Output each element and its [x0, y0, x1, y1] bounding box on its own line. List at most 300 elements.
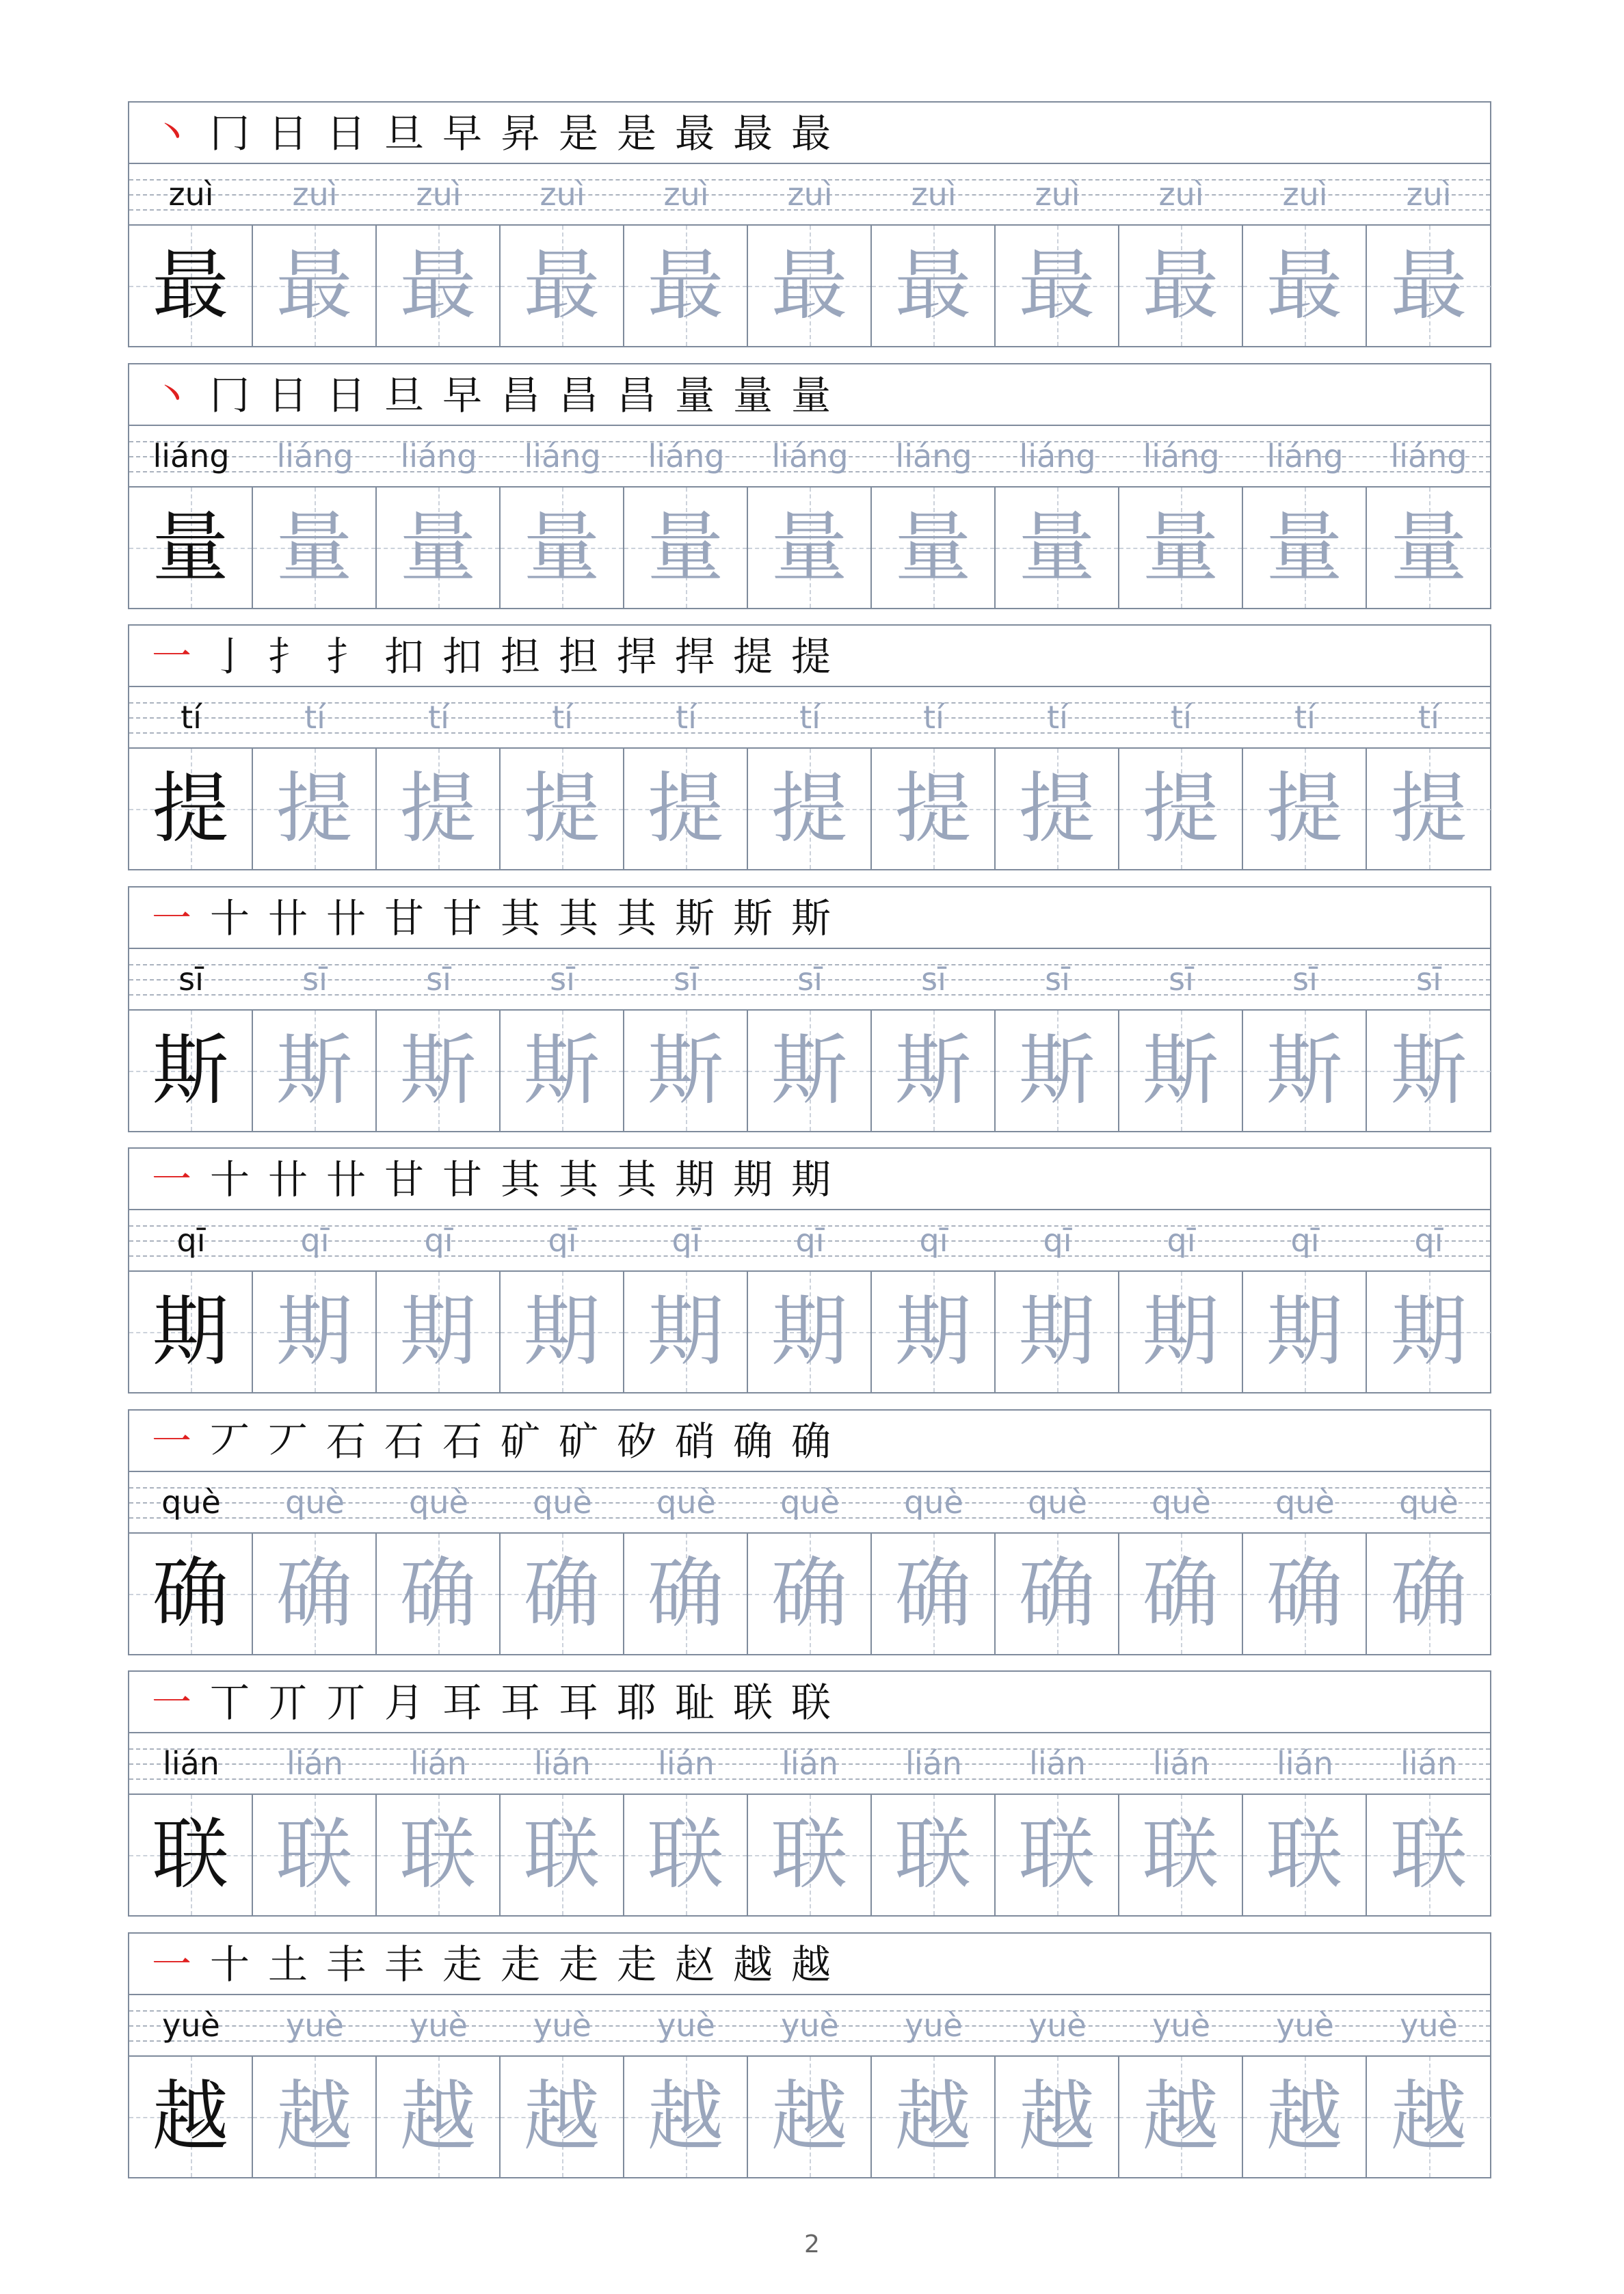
trace-character: 最	[1142, 241, 1219, 330]
trace-character-cell	[253, 1534, 377, 1654]
trace-character: 联	[647, 1811, 724, 1899]
pinyin-trace: zuì	[1406, 176, 1452, 213]
trace-character-cell	[872, 749, 996, 869]
trace-character-cell	[1243, 2057, 1367, 2177]
stroke-step: 丶	[151, 110, 191, 157]
pinyin-trace: lián	[782, 1745, 838, 1782]
trace-character: 联	[1390, 1811, 1467, 1899]
stroke-order-row	[129, 364, 1490, 426]
stroke-step: 卄	[267, 895, 308, 942]
character-block	[128, 101, 1491, 347]
pinyin-trace: tí	[1418, 699, 1439, 736]
trace-character-cell	[624, 1795, 748, 1915]
stroke-order-row	[129, 888, 1490, 949]
stroke-step: 石	[325, 1418, 366, 1465]
writing-grid-row	[129, 1534, 1490, 1654]
trace-character-cell	[996, 1011, 1119, 1131]
pinyin-trace: què	[285, 1484, 345, 1521]
stroke-step: 日	[325, 110, 366, 157]
pinyin-trace: yuè	[533, 2007, 591, 2044]
trace-character-cell	[1367, 1795, 1491, 1915]
pinyin-trace: sī	[302, 961, 328, 998]
stroke-order-row	[129, 1149, 1490, 1210]
stroke-step: 耳	[500, 1679, 540, 1726]
pinyin-trace: qī	[1290, 1222, 1320, 1259]
pinyin-trace: lián	[410, 1745, 467, 1782]
trace-character-cell	[501, 2057, 624, 2177]
stroke-step: 一	[151, 1156, 191, 1203]
trace-character: 量	[771, 503, 848, 592]
trace-character: 提	[771, 764, 848, 853]
trace-character: 联	[771, 1811, 848, 1899]
stroke-step: 扌	[325, 633, 366, 680]
trace-character: 最	[1390, 241, 1467, 330]
trace-character-cell	[501, 1795, 624, 1915]
pinyin-trace: liáng	[1266, 438, 1344, 475]
trace-character-cell	[253, 1795, 377, 1915]
writing-grid-row	[129, 226, 1490, 346]
stroke-step: 一	[151, 1941, 191, 1988]
trace-character-cell	[253, 226, 377, 346]
trace-character: 量	[399, 503, 477, 592]
stroke-step: 确	[790, 1418, 831, 1465]
pinyin-trace: zuì	[787, 176, 833, 213]
pinyin-trace: qī	[1167, 1222, 1196, 1259]
stroke-step: 旦	[384, 110, 424, 157]
pinyin-trace: qī	[795, 1222, 825, 1259]
trace-character: 最	[894, 241, 972, 330]
stroke-step: 期	[732, 1156, 773, 1203]
trace-character-cell	[1367, 488, 1491, 608]
trace-character: 斯	[1142, 1026, 1219, 1115]
pinyin-model: yuè	[162, 2007, 220, 2044]
trace-character-cell	[624, 1272, 748, 1392]
stroke-step: 丰	[384, 1941, 424, 1988]
pinyin-model: tí	[181, 699, 202, 736]
character-block	[128, 363, 1491, 609]
trace-character-cell	[996, 1534, 1119, 1654]
stroke-order-row	[129, 1672, 1490, 1733]
stroke-step: 矽	[616, 1418, 656, 1465]
trace-character-cell	[872, 488, 996, 608]
stroke-step: 斯	[674, 895, 715, 942]
pinyin-trace: zuì	[911, 176, 957, 213]
trace-character: 量	[1266, 503, 1343, 592]
trace-character: 斯	[1018, 1026, 1095, 1115]
pinyin-model: zuì	[168, 176, 214, 213]
pinyin-trace: liáng	[771, 438, 849, 475]
stroke-step: 丆	[267, 1418, 308, 1465]
trace-character-cell	[1243, 488, 1367, 608]
trace-character: 确	[894, 1549, 972, 1638]
writing-grid-row	[129, 1795, 1490, 1915]
stroke-step: 石	[442, 1418, 482, 1465]
stroke-step: 其	[558, 895, 598, 942]
trace-character: 期	[1142, 1288, 1219, 1376]
trace-character: 量	[647, 503, 724, 592]
pinyin-trace: què	[1399, 1484, 1459, 1521]
stroke-step: 一	[151, 895, 191, 942]
pinyin-trace: sī	[921, 961, 946, 998]
pinyin-trace: zuì	[1035, 176, 1080, 213]
stroke-step: 甘	[384, 1156, 424, 1203]
stroke-step: 卄	[325, 895, 366, 942]
stroke-step: 一	[151, 1679, 191, 1726]
stroke-step: 昇	[500, 110, 540, 157]
trace-character: 联	[1018, 1811, 1095, 1899]
stroke-step: 矿	[558, 1418, 598, 1465]
trace-character: 联	[399, 1811, 477, 1899]
pinyin-trace: lián	[1153, 1745, 1210, 1782]
stroke-step: 斯	[732, 895, 773, 942]
trace-character: 提	[647, 764, 724, 853]
trace-character-cell	[1243, 1795, 1367, 1915]
pinyin-trace: tí	[1047, 699, 1068, 736]
trace-character-cell	[748, 2057, 872, 2177]
pinyin-trace: liáng	[524, 438, 601, 475]
model-character-cell	[129, 488, 253, 608]
stroke-step: 丶	[151, 372, 191, 418]
stroke-step: 提	[790, 633, 831, 680]
pinyin-trace: qī	[300, 1222, 330, 1259]
trace-character-cell	[253, 2057, 377, 2177]
writing-grid-row	[129, 1272, 1490, 1392]
model-character: 越	[152, 2072, 229, 2161]
trace-character: 最	[647, 241, 724, 330]
stroke-step: 扣	[442, 633, 482, 680]
pinyin-trace: tí	[923, 699, 944, 736]
trace-character: 提	[523, 764, 600, 853]
trace-character-cell	[996, 2057, 1119, 2177]
pinyin-trace: qī	[548, 1222, 577, 1259]
trace-character: 最	[1018, 241, 1095, 330]
pinyin-trace: qī	[424, 1222, 453, 1259]
model-character: 联	[152, 1811, 229, 1899]
trace-character-cell	[1243, 1272, 1367, 1392]
pinyin-trace: sī	[1169, 961, 1194, 998]
trace-character-cell	[748, 226, 872, 346]
trace-character: 越	[1142, 2072, 1219, 2161]
trace-character: 斯	[1266, 1026, 1343, 1115]
trace-character-cell	[501, 1011, 624, 1131]
stroke-step: 最	[732, 110, 773, 157]
trace-character-cell	[996, 488, 1119, 608]
trace-character: 提	[1142, 764, 1219, 853]
stroke-step: 旦	[384, 372, 424, 418]
trace-character-cell	[501, 1272, 624, 1392]
trace-character-cell	[501, 1534, 624, 1654]
stroke-step: 担	[500, 633, 540, 680]
stroke-step: 量	[674, 372, 715, 418]
trace-character: 联	[276, 1811, 353, 1899]
trace-character-cell	[1243, 1534, 1367, 1654]
trace-character: 确	[1142, 1549, 1219, 1638]
pinyin-row	[129, 1995, 1490, 2057]
pinyin-trace: yuè	[1400, 2007, 1458, 2044]
model-character-cell	[129, 2057, 253, 2177]
trace-character: 期	[523, 1288, 600, 1376]
trace-character-cell	[377, 749, 501, 869]
trace-character: 提	[894, 764, 972, 853]
pinyin-trace: lián	[658, 1745, 715, 1782]
pinyin-trace: liáng	[400, 438, 477, 475]
pinyin-trace: tí	[304, 699, 325, 736]
pinyin-trace: sī	[674, 961, 699, 998]
trace-character-cell	[253, 488, 377, 608]
pinyin-trace: sī	[1045, 961, 1070, 998]
stroke-step: 昌	[500, 372, 540, 418]
trace-character: 越	[771, 2072, 848, 2161]
trace-character: 越	[276, 2072, 353, 2161]
trace-character: 斯	[523, 1026, 600, 1115]
stroke-step: 耶	[616, 1679, 656, 1726]
stroke-step: 矿	[500, 1418, 540, 1465]
pinyin-row	[129, 1210, 1490, 1272]
pinyin-trace: sī	[1416, 961, 1441, 998]
trace-character-cell	[624, 1011, 748, 1131]
pinyin-trace: tí	[1171, 699, 1192, 736]
trace-character: 确	[276, 1549, 353, 1638]
trace-character-cell	[1119, 226, 1243, 346]
pinyin-trace: zuì	[1282, 176, 1328, 213]
pinyin-trace: lián	[1400, 1745, 1457, 1782]
writing-grid-row	[129, 749, 1490, 869]
trace-character-cell	[377, 1534, 501, 1654]
trace-character: 确	[1018, 1549, 1095, 1638]
pinyin-row	[129, 1472, 1490, 1534]
character-block	[128, 1932, 1491, 2178]
trace-character: 期	[894, 1288, 972, 1376]
trace-character: 确	[771, 1549, 848, 1638]
trace-character: 斯	[647, 1026, 724, 1115]
trace-character: 斯	[276, 1026, 353, 1115]
trace-character-cell	[501, 488, 624, 608]
trace-character-cell	[253, 1272, 377, 1392]
trace-character-cell	[1119, 2057, 1243, 2177]
stroke-step: 石	[384, 1418, 424, 1465]
trace-character-cell	[1367, 1011, 1491, 1131]
trace-character-cell	[624, 1534, 748, 1654]
stroke-order-row	[129, 1411, 1490, 1472]
stroke-step: 土	[267, 1941, 308, 1988]
pinyin-trace: liáng	[1019, 438, 1096, 475]
trace-character: 提	[1018, 764, 1095, 853]
model-character: 确	[152, 1549, 229, 1638]
pinyin-trace: yuè	[657, 2007, 715, 2044]
trace-character-cell	[1367, 226, 1491, 346]
trace-character: 最	[399, 241, 477, 330]
trace-character-cell	[748, 1534, 872, 1654]
trace-character: 期	[1018, 1288, 1095, 1376]
trace-character: 期	[1266, 1288, 1343, 1376]
trace-character: 最	[1266, 241, 1343, 330]
stroke-step: 期	[790, 1156, 831, 1203]
pinyin-trace: yuè	[781, 2007, 839, 2044]
pinyin-model: lián	[163, 1745, 219, 1782]
pinyin-trace: yuè	[1152, 2007, 1210, 2044]
stroke-step: 日	[267, 372, 308, 418]
stroke-order-row	[129, 626, 1490, 687]
pinyin-trace: liáng	[1143, 438, 1220, 475]
pinyin-row	[129, 164, 1490, 226]
trace-character-cell	[377, 1272, 501, 1392]
stroke-order-row	[129, 103, 1490, 164]
stroke-step: 捍	[616, 633, 656, 680]
stroke-step: 最	[790, 110, 831, 157]
pinyin-trace: liáng	[276, 438, 354, 475]
stroke-step: 十	[209, 1156, 250, 1203]
pinyin-trace: yuè	[1276, 2007, 1334, 2044]
model-character: 斯	[152, 1026, 229, 1115]
trace-character-cell	[1243, 749, 1367, 869]
model-character-cell	[129, 226, 253, 346]
pinyin-trace: tí	[799, 699, 821, 736]
pinyin-trace: què	[780, 1484, 840, 1521]
stroke-step: 最	[674, 110, 715, 157]
trace-character: 量	[276, 503, 353, 592]
trace-character-cell	[624, 749, 748, 869]
trace-character-cell	[748, 1011, 872, 1131]
stroke-step: 量	[732, 372, 773, 418]
trace-character: 量	[1018, 503, 1095, 592]
trace-character-cell	[624, 488, 748, 608]
pinyin-trace: tí	[676, 699, 697, 736]
stroke-step: 越	[790, 1941, 831, 1988]
model-character-cell	[129, 1534, 253, 1654]
trace-character: 越	[1390, 2072, 1467, 2161]
model-character: 提	[152, 764, 229, 853]
stroke-step: 昌	[616, 372, 656, 418]
trace-character: 期	[1390, 1288, 1467, 1376]
pinyin-trace: zuì	[416, 176, 462, 213]
stroke-step: 耳	[558, 1679, 598, 1726]
pinyin-trace: yuè	[905, 2007, 963, 2044]
trace-character: 期	[771, 1288, 848, 1376]
trace-character-cell	[377, 488, 501, 608]
trace-character-cell	[1367, 2057, 1491, 2177]
trace-character: 斯	[894, 1026, 972, 1115]
pinyin-trace: lián	[1029, 1745, 1086, 1782]
stroke-step: 担	[558, 633, 598, 680]
stroke-step: 赵	[674, 1941, 715, 1988]
trace-character: 联	[1142, 1811, 1219, 1899]
trace-character-cell	[1119, 1795, 1243, 1915]
character-block	[128, 1670, 1491, 1917]
trace-character-cell	[996, 226, 1119, 346]
pinyin-trace: liáng	[895, 438, 972, 475]
pinyin-trace: qī	[1414, 1222, 1443, 1259]
trace-character-cell	[748, 1272, 872, 1392]
pinyin-trace: zuì	[292, 176, 338, 213]
character-block	[128, 1147, 1491, 1393]
stroke-step: 日	[325, 372, 366, 418]
pinyin-trace: què	[409, 1484, 468, 1521]
pinyin-model: qī	[176, 1222, 206, 1259]
stroke-step: 十	[209, 895, 250, 942]
stroke-step: 其	[558, 1156, 598, 1203]
model-character-cell	[129, 1272, 253, 1392]
stroke-step: 硝	[674, 1418, 715, 1465]
pinyin-trace: qī	[1043, 1222, 1072, 1259]
trace-character: 斯	[399, 1026, 477, 1115]
pinyin-trace: qī	[919, 1222, 948, 1259]
pinyin-trace: zuì	[663, 176, 709, 213]
pinyin-model: sī	[178, 961, 204, 998]
model-character-cell	[129, 1795, 253, 1915]
writing-grid-row	[129, 1011, 1490, 1131]
model-character-cell	[129, 1011, 253, 1131]
trace-character: 确	[1266, 1549, 1343, 1638]
trace-character-cell	[1367, 1534, 1491, 1654]
trace-character-cell	[624, 2057, 748, 2177]
stroke-step: 确	[732, 1418, 773, 1465]
pinyin-trace: lián	[534, 1745, 591, 1782]
stroke-step: 卄	[325, 1156, 366, 1203]
trace-character: 提	[1390, 764, 1467, 853]
trace-character-cell	[872, 1795, 996, 1915]
trace-character: 斯	[1390, 1026, 1467, 1115]
stroke-step: 一	[151, 633, 191, 680]
trace-character: 越	[647, 2072, 724, 2161]
trace-character-cell	[872, 1272, 996, 1392]
stroke-step: 其	[616, 895, 656, 942]
stroke-step: 其	[500, 895, 540, 942]
trace-character-cell	[996, 1272, 1119, 1392]
pinyin-trace: què	[904, 1484, 963, 1521]
trace-character-cell	[377, 226, 501, 346]
trace-character-cell	[872, 2057, 996, 2177]
trace-character: 提	[399, 764, 477, 853]
trace-character: 联	[1266, 1811, 1343, 1899]
stroke-step: 甘	[442, 895, 482, 942]
trace-character-cell	[1119, 488, 1243, 608]
trace-character-cell	[377, 2057, 501, 2177]
stroke-step: 冂	[209, 372, 250, 418]
pinyin-trace: sī	[550, 961, 575, 998]
stroke-step: 丅	[209, 1679, 250, 1726]
stroke-step: 日	[267, 110, 308, 157]
pinyin-trace: yuè	[1028, 2007, 1087, 2044]
trace-character: 确	[523, 1549, 600, 1638]
stroke-step: 甘	[384, 895, 424, 942]
pinyin-model: què	[161, 1484, 221, 1521]
stroke-step: 走	[558, 1941, 598, 1988]
model-character-cell	[129, 749, 253, 869]
trace-character-cell	[1367, 749, 1491, 869]
trace-character: 量	[1142, 503, 1219, 592]
trace-character: 最	[771, 241, 848, 330]
pinyin-trace: sī	[426, 961, 451, 998]
trace-character: 越	[399, 2072, 477, 2161]
pinyin-trace: què	[1152, 1484, 1211, 1521]
pinyin-row	[129, 1733, 1490, 1795]
stroke-step: 昌	[558, 372, 598, 418]
stroke-step: 甘	[442, 1156, 482, 1203]
pinyin-trace: tí	[428, 699, 449, 736]
trace-character-cell	[748, 1795, 872, 1915]
trace-character-cell	[624, 226, 748, 346]
trace-character: 越	[1018, 2072, 1095, 2161]
pinyin-model: liáng	[152, 438, 230, 475]
stroke-step: 冂	[209, 110, 250, 157]
stroke-step: 耳	[442, 1679, 482, 1726]
trace-character-cell	[1243, 1011, 1367, 1131]
pinyin-trace: sī	[1292, 961, 1318, 998]
pinyin-trace: lián	[287, 1745, 343, 1782]
stroke-step: 是	[558, 110, 598, 157]
writing-grid-row	[129, 2057, 1490, 2177]
trace-character-cell	[996, 749, 1119, 869]
